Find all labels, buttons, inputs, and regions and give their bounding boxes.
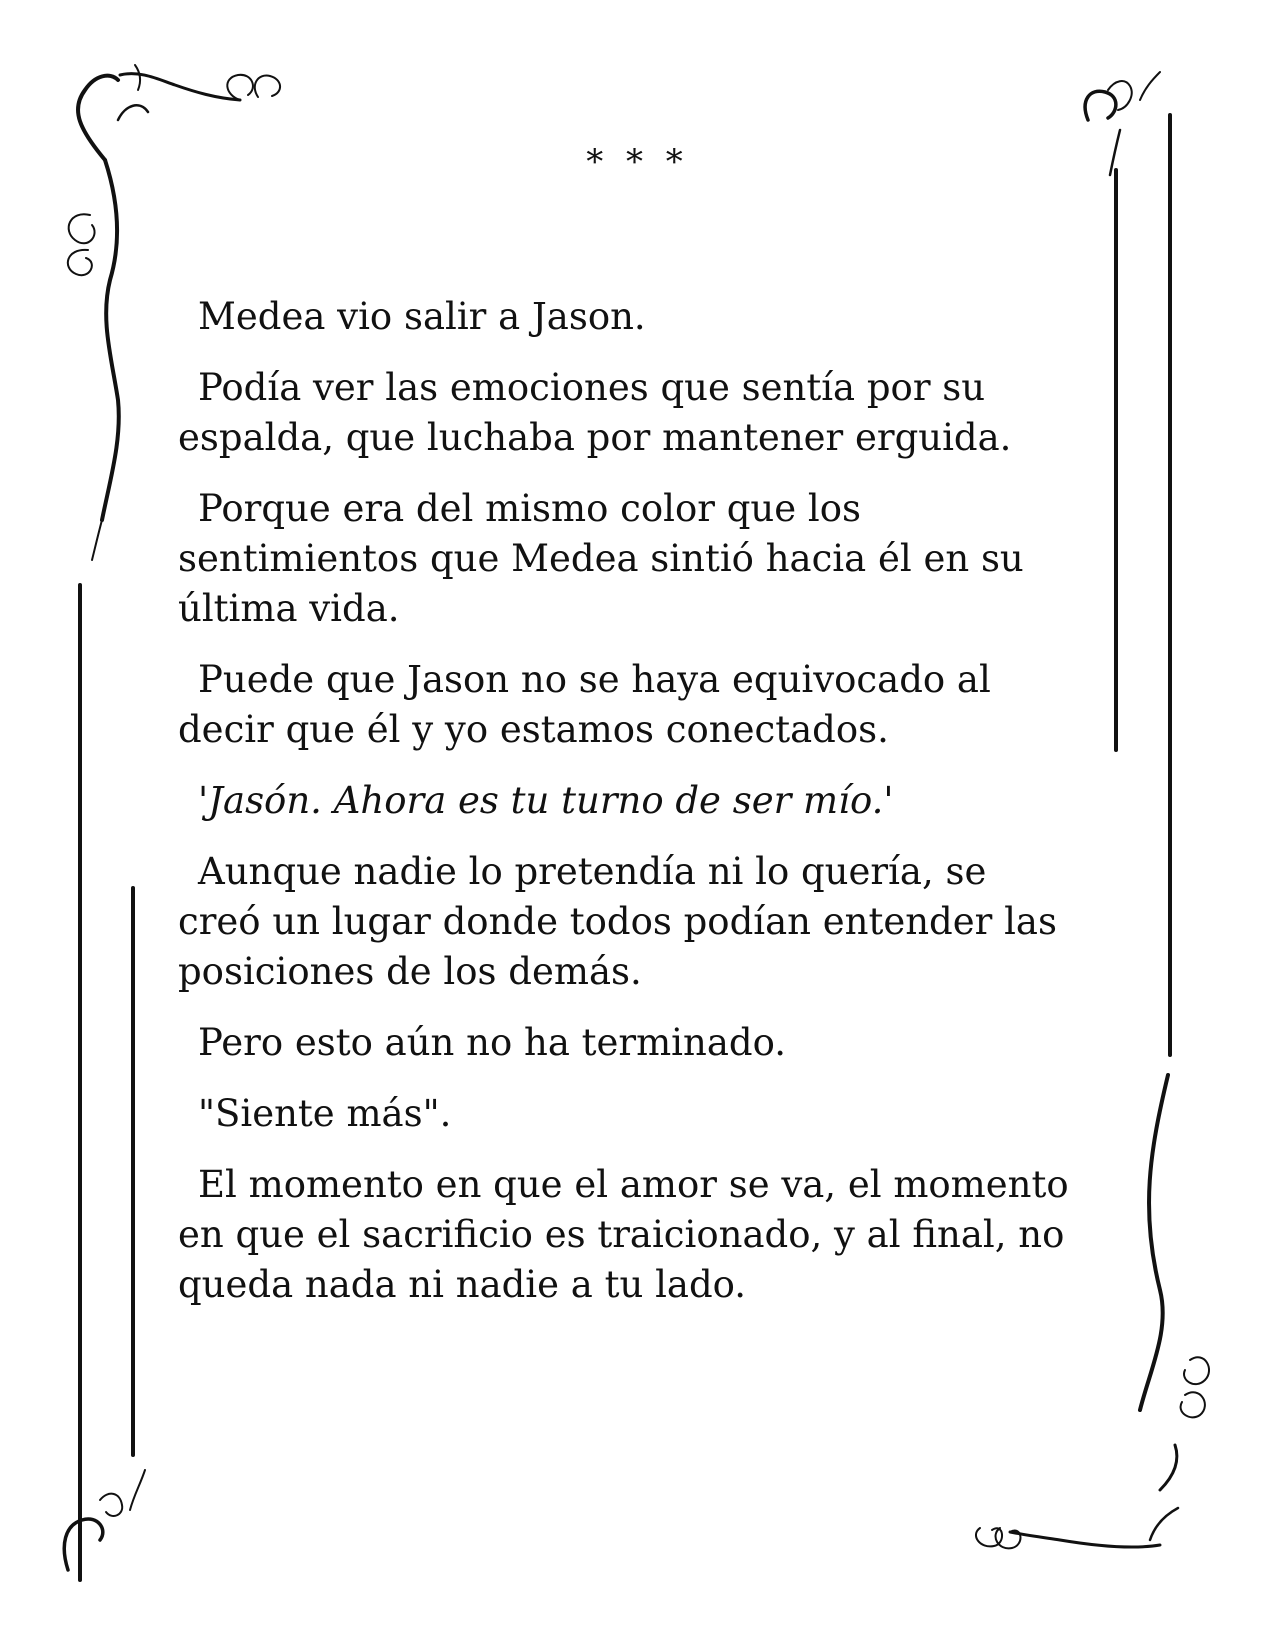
- paragraph-5-italic-thought: 'Jasón. Ahora es tu turno de ser mío.': [198, 779, 894, 822]
- paragraph-7: Pero esto aún no ha terminado.: [198, 1021, 786, 1064]
- section-separator: * * *: [586, 142, 689, 182]
- paragraph-6: Aunque nadie lo pretendía ni lo quería, se creó un lugar donde todos podían entender las posiciones de los demás.: [178, 850, 1057, 993]
- paragraph-3: Porque era del mismo color que los sentimientos que Medea sintió hacia él en su última vida.: [178, 487, 1024, 630]
- paragraph-8: "Siente más".: [198, 1092, 452, 1135]
- paragraph-1: Medea vio salir a Jason.: [198, 295, 646, 338]
- bottom-left-flourish: [64, 1470, 145, 1570]
- paragraph-4: Puede que Jason no se haya equivocado al decir que él y yo estamos conectados.: [178, 658, 991, 751]
- story-text: [178, 292, 1078, 1331]
- paragraph-9: El momento en que el amor se va, el momento en que el sacrificio es traicionado, y al final, no queda nada ni nadie a tu lado.: [178, 1163, 1069, 1306]
- paragraph-2: Podía ver las emociones que sentía por su espalda, que luchaba por mantener erguida.: [178, 366, 1012, 459]
